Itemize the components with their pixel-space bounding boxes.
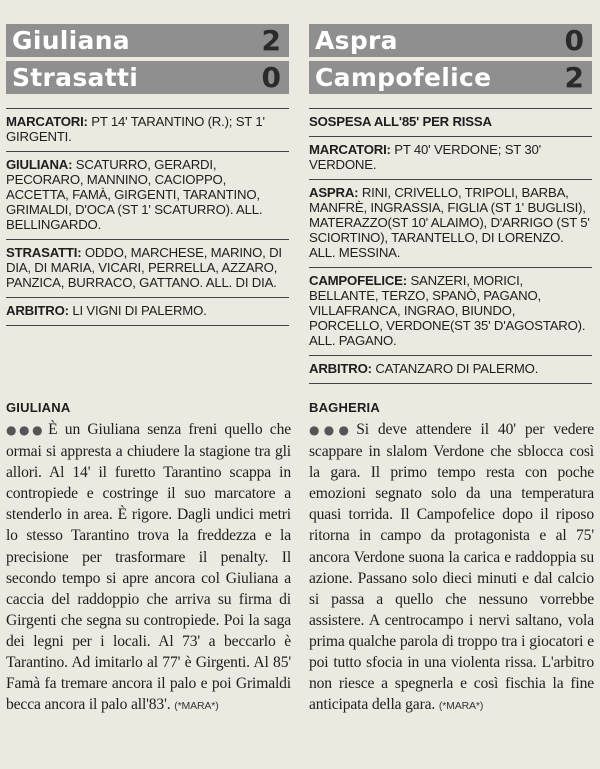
team-score: 2 — [564, 60, 584, 94]
lineup-away — [6, 239, 289, 297]
lineup-label: ASPRA: — [309, 185, 359, 200]
article-right — [309, 400, 594, 717]
article-kicker: BAGHERIA — [309, 400, 380, 415]
referee-text: LI VIGNI DI PALERMO. — [72, 303, 207, 318]
scorers-text: PT 40' VERDONE; ST 30' VERDONE. — [309, 142, 541, 172]
referee-label: ARBITRO: — [309, 361, 372, 376]
referee-label: ARBITRO: — [6, 303, 69, 318]
lineup-label: STRASATTI: — [6, 245, 82, 260]
scoreboard-away — [309, 61, 592, 94]
scorers-text: PT 14' TARANTINO (R.); ST 1' GIRGENTI. — [6, 114, 265, 144]
team-name: Campofelice — [315, 63, 492, 92]
lineup-home — [309, 179, 592, 267]
lineup-away — [309, 267, 592, 355]
lineup-home — [6, 151, 289, 239]
lineup-label: GIULIANA: — [6, 157, 73, 172]
lineup-text: SCATURRO, GERARDI, PECORARO, MANNINO, CACIOPPO, ACCETTA, FAMÀ, GIRGENTI, TARANTINO, GRIMALDI, D'OCA (ST 1' SCATURRO). ALL. BELLINGARDO. — [6, 157, 263, 232]
lineup-text: SANZERI, MORICI, BELLANTE, TERZO, SPANÒ, PAGANO, VILLAFRANCA, INGRAO, BIUNDO, PORCELLO, VERDONE(ST 35' D'AGOSTARO). ALL. PAGANO. — [309, 273, 586, 348]
scoreboard-home — [309, 24, 592, 57]
suspension-notice: SOSPESA ALL'85' PER RISSA — [309, 108, 592, 136]
scorers-block — [309, 136, 592, 179]
bullet-dots-icon: ●●● — [6, 423, 46, 437]
team-score: 0 — [564, 23, 584, 57]
article-signature: (*MARA*) — [174, 700, 219, 713]
bullet-dots-icon: ●●● — [309, 423, 354, 437]
referee-text: CATANZARO DI PALERMO. — [375, 361, 539, 376]
scoreboard-home — [6, 24, 289, 57]
article-kicker: GIULIANA — [6, 400, 71, 415]
referee-block — [6, 297, 289, 326]
scorers-block — [6, 108, 289, 151]
article-text: È un Giuliana senza freni quello che ormai si appresta a chiudere la stagione tra gli allori. Al 14' il furetto Tarantino scappa in contropiede e costringe il suo marcatore a stenderlo in area. È rigore. Dagli undici metri lo stesso Tarantino trova la freddezza e la precisione per trasformare il penalty. Il secondo tempo si apre ancora col Giuliana a caccia del raddoppio che arriva su firma di Girgenti che segna su contropiede. Poi la saga dei legni per i locali. Al 73' a beccarlo è Tarantino. Ad imitarlo al 77' è Girgenti. Al 85' Famà fa tremare ancora il palo e poi Grimaldi becca ancora il palo all'83'. — [6, 421, 291, 714]
team-name: Giuliana — [12, 26, 130, 55]
referee-block — [309, 355, 592, 384]
team-score: 2 — [261, 23, 281, 57]
article-body — [309, 419, 594, 717]
team-score: 0 — [261, 60, 281, 94]
scorers-label: MARCATORI: — [6, 114, 88, 129]
team-name: Aspra — [315, 26, 398, 55]
lineup-text: RINI, CRIVELLO, TRIPOLI, BARBA, MANFRÈ, INGRASSIA, FIGLIA (ST 1' BUGLISI), MATERAZZO(ST 10' ALAIMO), D'ARRIGO (ST 5' SCIORTINO), TARANTELLO, DI LORENZO. ALL. MESSINA. — [309, 185, 590, 260]
scoreboard-away — [6, 61, 289, 94]
article-text: Si deve attendere il 40' per vedere scappare in slalom Verdone che sblocca così la gara. Il primo tempo resta con poche emozioni segnato solo da una temperatura quasi torrida. Il Campofelice dopo il riposo ritorna in campo da protagonista e al 75' ancora Verdone suona la carica e raddoppia su azione. Passano solo dieci minuti e dal calcio si passa a quello che nessuno vorrebbe assistere. A centrocampo i nervi saltano, vola prima qualche parola di troppo tra i giocatori e poi tutto sfocia in una violenta rissa. L'arbitro non riesce a spegnerla e così fischia la fine anticipata della gara. — [309, 421, 595, 714]
scorers-label: MARCATORI: — [309, 142, 391, 157]
article-signature: (*MARA*) — [438, 700, 484, 713]
article-left — [6, 400, 291, 717]
match-column-right — [309, 0, 592, 384]
lineup-text: ODDO, MARCHESE, MARINO, DI DIA, DI MARIA, VICARI, PERRELLA, AZZARO, PANZICA, BURRACO, GATTANO. ALL. DI DIA. — [6, 245, 282, 290]
article-body — [6, 419, 291, 717]
match-details — [6, 108, 289, 326]
team-name: Strasatti — [12, 63, 139, 92]
match-details — [309, 108, 592, 384]
lineup-label: CAMPOFELICE: — [309, 273, 407, 288]
match-column-left — [6, 0, 289, 326]
